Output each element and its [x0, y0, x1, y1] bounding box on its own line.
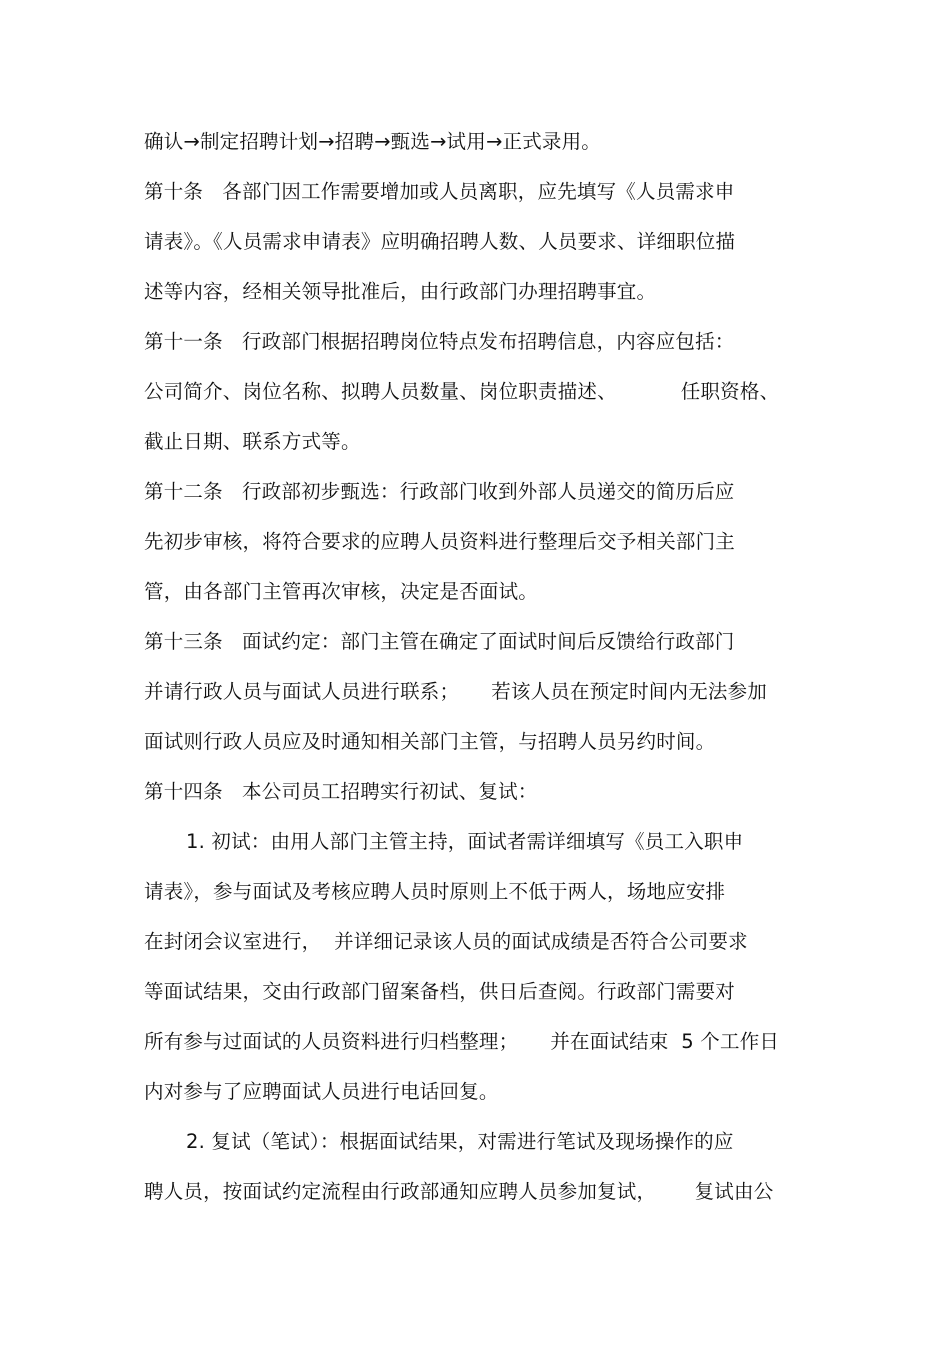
article-13-heading-line: 第十三条 面试约定：部门主管在确定了面试时间后反馈给行政部门 — [144, 630, 735, 653]
text-line: 请表》，参与面试及考核应聘人员时原则上不低于两人，场地应安排 — [144, 880, 726, 903]
list-item-1-line: 1. 初试：由用人部门主管主持，面试者需详细填写《员工入职申 — [186, 830, 744, 853]
text-line: 聘人员，按面试约定流程由行政部通知应聘人员参加复试， 复试由公 — [144, 1180, 774, 1203]
text-line: 内对参与了应聘面试人员进行电话回复。 — [144, 1080, 499, 1103]
text-line: 述等内容，经相关领导批准后，由行政部门办理招聘事宜。 — [144, 280, 657, 303]
text-line: 确认→制定招聘计划→招聘→甄选→试用→正式录用。 — [144, 130, 601, 153]
text-line: 请表》。《人员需求申请表》应明确招聘人数、人员要求、详细职位描 — [144, 230, 736, 253]
text-line: 所有参与过面试的人员资料进行归档整理； 并在面试结束 5 个工作日 — [144, 1030, 780, 1053]
text-line: 在封闭会议室进行， 并详细记录该人员的面试成绩是否符合公司要求 — [144, 930, 748, 953]
article-10-heading-line: 第十条 各部门因工作需要增加或人员离职，应先填写《人员需求申 — [144, 180, 735, 203]
article-11-heading-line: 第十一条 行政部门根据招聘岗位特点发布招聘信息，内容应包括： — [144, 330, 735, 353]
text-line: 先初步审核，将符合要求的应聘人员资料进行整理后交予相关部门主 — [144, 530, 736, 553]
text-line: 面试则行政人员应及时通知相关部门主管，与招聘人员另约时间。 — [144, 730, 716, 753]
text-line: 并请行政人员与面试人员进行联系； 若该人员在预定时间内无法参加 — [144, 680, 767, 703]
article-12-heading-line: 第十二条 行政部初步甄选：行政部门收到外部人员递交的简历后应 — [144, 480, 735, 503]
article-14-heading-line: 第十四条 本公司员工招聘实行初试、复试： — [144, 780, 538, 803]
text-line: 等面试结果，交由行政部门留案备档，供日后查阅。行政部门需要对 — [144, 980, 736, 1003]
text-line: 公司简介、岗位名称、拟聘人员数量、岗位职责描述、 任职资格、 — [144, 380, 780, 403]
text-line: 截止日期、联系方式等。 — [144, 430, 361, 453]
list-item-2-line: 2. 复试（笔试）：根据面试结果，对需进行笔试及现场操作的应 — [186, 1130, 734, 1153]
text-line: 管，由各部门主管再次审核，决定是否面试。 — [144, 580, 539, 603]
